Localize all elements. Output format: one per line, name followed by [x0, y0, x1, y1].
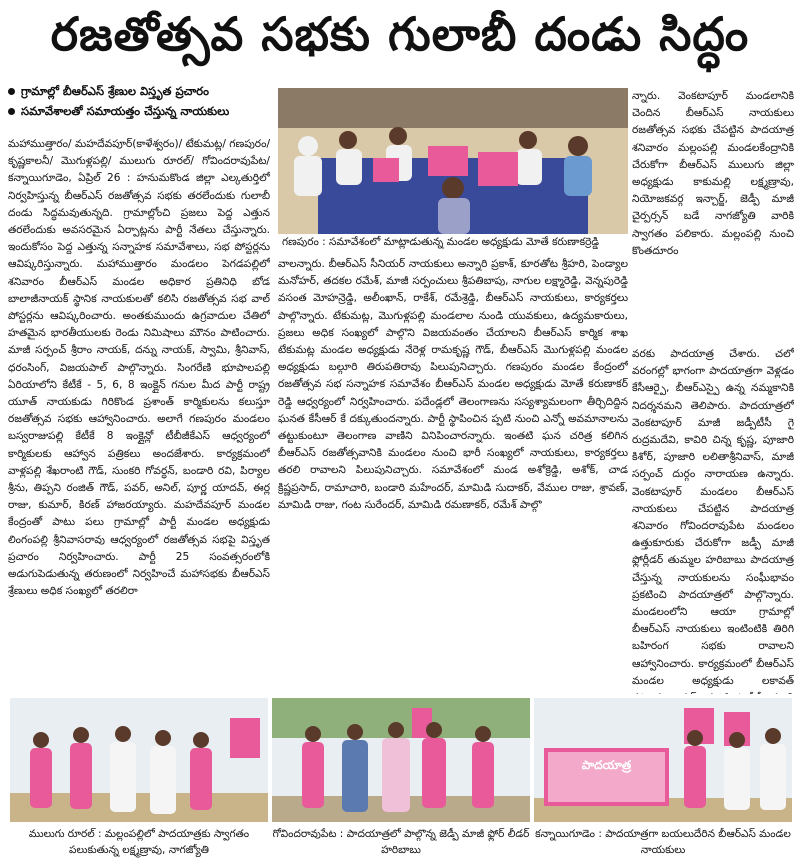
article-column-4 [632, 88, 794, 346]
procession-photo-icon [10, 698, 268, 822]
bottom-photo-caption-3: కన్నాయిగూడెం : పాదయాత్రగా బయలుదేరిన బీఆర్ఎస్ మండల నాయకులు [534, 826, 792, 860]
highlight-item [8, 104, 270, 119]
main-photo-caption: గణపురం : సమావేశంలో మాట్లాడుతున్న మండల అధ్యక్షుడు మోతే కరుణాకర్రెడ్డి [278, 234, 628, 252]
article-column-2 [278, 256, 628, 694]
article-text: వాలన్నారు. బీఆర్ఎస్ సీనియర్ నాయకులు అన్నారి ప్రకాశ్, కూరతోట శ్రీహరి, పెండ్యాల మనోహర్, తదకల రమేశ్, మాజీ సర్పంచులు శ్రీపతిబాపు, నాగుల లక్ష్మారెడ్డి, వెన్నపురెడ్డి వసంత మోహన్రెడ్డి, అలీంఖాన్, రాకేశ్, రమేశ్రెడ్డి, బీఆర్ఎస్ నాయకులు, కార్యకర్తలు పాల్గొన్నారు. టేకుమట్ల, మొగుళ్లపల్లి మండలాల నుండి యువకులు, ఉద్యమకారులు, ప్రజలు అధిక సంఖ్యలో పాల్గొని విజయవంతం చేయాలని బీఆర్ఎస్ కార్మిక శాఖ టేకుమట్ల మండల అధ్యక్షుడు నేరెళ్ల రామకృష్ణ గౌడ్, బీఆర్ఎస్ మొగుళ్లపల్లి మండల అధ్యక్షుడు బల్గూరి తిరుపతిరావు పిలుపునిచ్చారు. గణపురం మండల కేంద్రంలో రజతోత్సవ సభ సన్నాహక సమావేశం బీఆర్ఎస్ మండల అధ్యక్షుడు మోతే కరుణాకర్ రెడ్డి ఆధ్వర్యంలో నిర్వహించారు. పదేండ్లలో తెలంగాణను సస్యశ్యామలంగా తీర్చిదిద్దిన ఘనత కేసీఆర్ కే దక్కుతుందన్నారు. పార్టీ స్థాపించిన ప్పటి నుంచి ఎన్నో అవమానాలను తట్టుకుంటూ తెలంగాణ వాణిని వినిపించారన్నారు. ఇంతటి ఘన చరిత్ర కలిగిన బీఆర్ఎస్ రజతోత్సవానికి మండలం నుంచి భారీ సంఖ్యలో నాయకులు, కార్యకర్తలు తరలి రావాలని పిలుపునిచ్చారు. సమావేశంలో మండ అశోక్రెడ్డి, అశోక్, చాడ క్రిష్ణప్రసాద్, రామాచారి, బండారి మహేందర్, మామిడి సుదాకర్, వేముల రాజు, శ్రావణ్, మామిడి రాజు, గంట సురేందర్, మామిడి రమణాకర్, రమేశ్ పాల్గొ [278, 258, 628, 511]
bottom-photo-1 [10, 698, 268, 822]
banner-text: పాదయాత్ర [581, 758, 632, 772]
bottom-photo-caption-2: గోవిందరావుపేట : పాదయాత్రలో పాల్గొన్న జెడ్పీ మాజీ ఫ్లోర్ లీడర్ హరిబాబు [272, 826, 530, 860]
article-text: మహాముత్తారం/ మహదేవపూర్(కాళేశ్వరం)/ టేకుమట్ల/ గణపురం/ కృష్ణకాలనీ/ మొగుళ్లపల్లి/ ములుగు రూరల్/ గోవిందరావుపేట/ కన్నాయిగూడెం, ఏప్రిల్ 26 : హనుమకొండ జిల్లా ఎల్కతుర్తిలో నిర్వహిస్తున్న బీఆర్ఎస్ రజతోత్సవ సభకు తరలేందుకు గులాబీ దండు సిద్ధమవుతున్నది. గ్రామాల్లోంచి ప్రజలు పెద్ద ఎత్తున తరలేందుకు అవసరమైన ఏర్పాట్లను పార్టీ నేతలు చేస్తున్నారు. ఇందుకోసం పెద్ద ఎత్తున్న సన్నాహక సమావేశాలు, సభ పోస్టర్లను ఆవిష్కరిస్తున్నారు. మహాముత్తారం మండలం పెగడపల్లిలో శనివారం బీఆర్ఎస్ మండల అధికార ప్రతినిధి బోడ బాలాజీనాయక్ స్థానిక నాయకులతో కలిసి రజతోత్సవ సభ వాల్ పోస్టర్లను ఆవిష్కరించారు. అంతకుముందు ఉగ్రవాదుల చేతిలో హతమైన భారతీయులకు రెండు నిమిషాలు మౌనం పాటించారు. మాజీ సర్పంచ్ శ్రీరాం నాయక్, దన్ను నాయక్, స్వామి, శ్రీనివాస్, ధరంసింగ్, విజయపాల్ పాల్గొన్నారు. సింగరేణి భూపాలపల్లి ఏరియాలోని కేటీకే - 5, 6, 8 ఇంక్లైన్ గనుల మీద పార్టీ రాష్ట్ర యూత్ నాయకుడు గిరికొండ ప్రశాంత్ కార్మికులను కలుస్తూ రజతోత్సవ సభకు ఆహ్వానించారు. అలాగే గణపురం మండలం బస్వరాజుపల్లి కేటీకే 8 ఇంక్లైన్లో టీబీజీకేఎస్ ఆధ్వర్యంలో కార్మికులకు ఆహ్వాన పత్రికలు అందజేశారు. కార్యక్రమంలో వాళ్లపల్లి శేఖరాంటి గౌడ్, సుంకరి గోవర్ధన్, బండారి రవి, పిర్యాల శ్రీను, తిప్పని రంజిత్ గౌడ్, పవర్, అనిల్, పూర్ణ యాదవ్, ఈర్ల రాజు, కుమార్, కిరణ్ హాజరయ్యారు. మహదేవపూర్ మండల కేంద్రంతో పాటు పలు గ్రామాల్లో పార్టీ మండల అధ్యక్షుడు లింగంపల్లి శ్రీనివాసరావు ఆధ్వర్యంలో రజతోత్సవ సభపై విస్తృత ప్రచారం నిర్వహించారు. పార్టీ 25 సంవత్సరంలోకి అడుగుపెడుతున్న తరుణంలో నిర్వహించే మహాసభకు బీఆర్ఎస్ శ్రేణులు అధిక సంఖ్యలో తరలిరా [8, 138, 270, 598]
bullet-icon [8, 108, 15, 115]
headline: రజతోత్సవ సభకు గులాబీ దండు సిద్ధం [50, 7, 750, 61]
highlight-text: గ్రామాల్లో బీఆర్ఎస్ శ్రేణుల విస్తృత ప్రచారం [21, 84, 209, 98]
bullet-icon [8, 88, 15, 95]
bottom-photo-3 [534, 698, 792, 822]
highlights [8, 84, 270, 124]
bottom-photo-caption-1: ములుగు రూరల్ : మల్లంపల్లిలో పాదయాత్రకు స్వాగతం పలుకుతున్న లక్ష్మణ్రావు, నాగజ్యోతి [10, 826, 268, 860]
article-text: న్నారు. వెంకటాపూర్ మండలానికి చెందిన బీఆర్ఎస్ నాయకులు రజతోత్సవ సభకు చేపట్టిన పాదయాత్ర శనివారం మల్లంపల్లి మండలకేంద్రానికి చేరుకోగా బీఆర్ఎస్ ములుగు జిల్లా అధ్యక్షుడు కాకుమల్లి లక్ష్మణ్రావు, నియోజకవర్గ ఇన్చార్జ్, జెడ్పీ మాజీ చైర్పర్సన్ బడే నాగజ్యోతి వారికి స్వాగతం పలికారు. మల్లంపల్లి నుంచి కొంతదూరం [632, 90, 794, 257]
bottom-photo-2 [272, 698, 530, 822]
main-photo [278, 88, 628, 234]
article-column-3 [632, 346, 794, 694]
highlight-item [8, 84, 270, 99]
procession-photo-icon [272, 698, 530, 822]
article-column-1 [8, 136, 270, 694]
article-text: వరకు పాదయాత్ర చేశారు. చలో వరంగల్లో భాగంగా పాదయాత్రగా వెళ్లడం కేసీఆర్పై, బీఆర్ఎస్పై ఉన్న నమ్మకానికి నిదర్శనమని తెలిపారు. పాదయాత్రలో వెంకటాపూర్ మాజీ జడ్పీటీసీ గై రుద్రమదేవి, కావిరి చిన్న కృష్ణ, పూజారి కిశోర్, పూజారి లలితాశ్రీనివాస్, మాజీ సర్పంచ్ దుర్గం నారాయణ ఉన్నారు. వెంకటాపూర్ మండలం బీఆర్ఎస్ నాయకులు చేపట్టిన పాదయాత్ర శనివారం గోవిందరావుపేట మండలం ఉత్తుకూరుకు చేరుకోగా జడ్పీ మాజీ ఫ్లోర్లీడర్ తుమ్మల హరిబాబు పాదయాత్ర చేస్తున్న నాయకులను సంఘీభావం ప్రకటించి పాదయాత్రలో పాల్గొన్నారు. మండలంలోని ఆయా గ్రామాల్లో బీఆర్ఎస్ నాయకులు ఇంటింటికి తిరిగి బహిరంగ సభకు రావాలని ఆహ్వానించారు. కార్యక్రమంలో బీఆర్ఎస్ మండల అధ్యక్షుడు లకావత్ [632, 348, 794, 687]
highlight-text: సమావేశాలతో సమాయత్తం చేస్తున్న నాయకులు [21, 104, 230, 118]
meeting-photo-icon [278, 88, 628, 234]
